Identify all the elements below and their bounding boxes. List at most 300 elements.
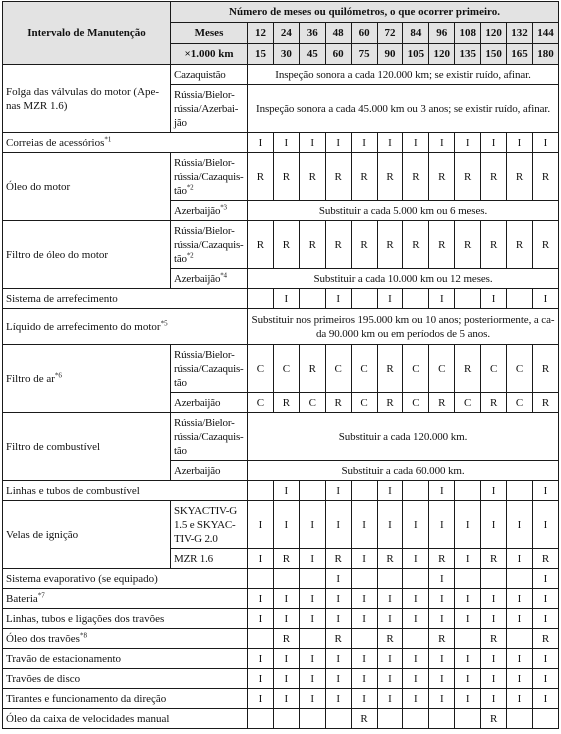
interval-value-cell: I [299, 669, 325, 689]
interval-value-cell: I [377, 609, 403, 629]
interval-value-cell [532, 709, 558, 729]
interval-value-cell: C [481, 345, 507, 393]
interval-instruction-cell: Substituir a cada 5.000 km ou 6 meses. [248, 201, 559, 221]
footnote-marker: *5 [160, 318, 168, 327]
interval-value-cell: I [273, 589, 299, 609]
interval-value-cell: I [325, 501, 351, 549]
interval-value-cell: R [351, 709, 377, 729]
interval-value-cell: I [532, 481, 558, 501]
interval-value-cell [403, 289, 429, 309]
region-label-text: Azerbaijão [174, 272, 221, 285]
interval-value-cell: I [429, 689, 455, 709]
interval-value-cell [299, 481, 325, 501]
interval-value-cell: I [507, 549, 533, 569]
interval-value-cell: I [507, 689, 533, 709]
interval-value-cell: C [455, 393, 481, 413]
interval-value-cell: R [325, 549, 351, 569]
interval-instruction-cell: Inspeção sonora a cada 120.000 km; se existir ruído, afinar. [248, 65, 559, 85]
interval-value-cell: R [507, 221, 533, 269]
interval-value-cell: R [273, 393, 299, 413]
interval-value-cell: I [248, 669, 274, 689]
interval-value-cell: I [532, 689, 558, 709]
region-label-text: Cazaquistão [174, 68, 226, 81]
item-label [3, 669, 248, 689]
interval-value-cell: I [481, 501, 507, 549]
interval-value-cell: I [325, 481, 351, 501]
interval-value-cell [455, 569, 481, 589]
table-row [3, 65, 559, 85]
month-header-cell: 36 [299, 23, 325, 44]
interval-value-cell [455, 289, 481, 309]
region-label-text: Azerbaijão [174, 396, 221, 409]
interval-value-cell: I [325, 649, 351, 669]
interval-value-cell [351, 289, 377, 309]
region-label [171, 221, 248, 269]
interval-value-cell: R [403, 153, 429, 201]
interval-value-cell: R [273, 221, 299, 269]
footnote-marker: *8 [79, 630, 87, 639]
interval-value-cell [248, 289, 274, 309]
item-label [3, 629, 248, 649]
table-row [3, 221, 559, 269]
interval-value-cell: I [248, 609, 274, 629]
region-label [171, 549, 248, 569]
interval-instruction-cell: Substituir a cada 120.000 km. [248, 413, 559, 461]
interval-value-cell: I [351, 501, 377, 549]
item-label [3, 709, 248, 729]
interval-value-cell: R [481, 393, 507, 413]
month-header-cell: 84 [403, 23, 429, 44]
interval-value-cell [299, 289, 325, 309]
interval-value-cell: I [481, 289, 507, 309]
table-body [3, 65, 559, 729]
interval-value-cell: I [403, 689, 429, 709]
item-label [3, 609, 248, 629]
region-label-text: MZR 1.6 [174, 552, 213, 565]
km-header-cell: 75 [351, 44, 377, 65]
interval-value-cell: I [429, 289, 455, 309]
interval-value-cell: R [532, 153, 558, 201]
month-header-cell: 60 [351, 23, 377, 44]
interval-value-cell: R [248, 153, 274, 201]
footnote-marker: *2 [186, 182, 194, 191]
interval-value-cell: I [532, 133, 558, 153]
interval-instruction-cell: Substituir a cada 10.000 km ou 12 meses. [248, 269, 559, 289]
interval-value-cell: I [273, 289, 299, 309]
interval-value-cell: I [429, 609, 455, 629]
interval-value-cell [507, 569, 533, 589]
month-header-cell: 72 [377, 23, 403, 44]
item-label-text: Sistema evaporativo (se equipado) [6, 572, 158, 585]
item-label [3, 65, 171, 133]
interval-value-cell: I [481, 689, 507, 709]
item-label-text: Velas de ignição [6, 528, 79, 541]
interval-value-cell [248, 481, 274, 501]
interval-value-cell: R [325, 629, 351, 649]
interval-value-cell: C [248, 393, 274, 413]
interval-value-cell [429, 709, 455, 729]
interval-value-cell [248, 629, 274, 649]
table-row [3, 649, 559, 669]
interval-value-cell: I [507, 649, 533, 669]
interval-value-cell: I [532, 609, 558, 629]
item-label-text: Travão de estacionamento [6, 652, 122, 665]
item-label [3, 569, 248, 589]
region-label-text: Rússia/Bielor- rússia/Cazaquis- tão [174, 348, 244, 389]
table-row [3, 413, 559, 461]
item-label [3, 345, 171, 413]
interval-value-cell: I [403, 501, 429, 549]
region-label [171, 153, 248, 201]
item-label-text: Filtro de óleo do motor [6, 248, 109, 261]
interval-value-cell: I [429, 569, 455, 589]
item-label-text: Bateria [6, 592, 38, 605]
header-row-title [3, 2, 559, 23]
interval-value-cell: I [403, 649, 429, 669]
month-header-cell: 132 [507, 23, 533, 44]
interval-value-cell: C [325, 345, 351, 393]
item-label-text: Óleo do motor [6, 180, 71, 193]
interval-value-cell: I [377, 669, 403, 689]
table-row [3, 309, 559, 345]
table-row [3, 609, 559, 629]
interval-value-cell: I [403, 549, 429, 569]
interval-value-cell: R [481, 153, 507, 201]
interval-value-cell: I [273, 649, 299, 669]
interval-value-cell [403, 709, 429, 729]
interval-value-cell: R [273, 629, 299, 649]
interval-value-cell: I [507, 669, 533, 689]
interval-value-cell: R [377, 221, 403, 269]
item-label-text: Tirantes e funcionamento da direção [6, 692, 167, 705]
table-row [3, 289, 559, 309]
interval-value-cell: I [299, 649, 325, 669]
item-label [3, 221, 171, 289]
interval-value-cell: I [532, 589, 558, 609]
interval-value-cell: I [299, 549, 325, 569]
interval-value-cell: I [403, 609, 429, 629]
interval-value-cell: R [481, 221, 507, 269]
interval-value-cell: C [351, 345, 377, 393]
interval-value-cell: R [377, 393, 403, 413]
interval-value-cell: I [532, 289, 558, 309]
interval-value-cell: I [248, 689, 274, 709]
interval-value-cell: I [429, 501, 455, 549]
table-row [3, 153, 559, 201]
region-label-text: Rússia/Bielor- rússia/Azerbai- jão [174, 88, 239, 129]
km-header-cell: 90 [377, 44, 403, 65]
interval-value-cell: R [299, 221, 325, 269]
interval-value-cell: I [351, 589, 377, 609]
interval-value-cell: R [481, 629, 507, 649]
interval-value-cell: I [481, 669, 507, 689]
interval-value-cell: R [532, 629, 558, 649]
interval-value-cell: C [403, 345, 429, 393]
interval-value-cell: I [507, 501, 533, 549]
table-row [3, 589, 559, 609]
interval-value-cell: I [455, 133, 481, 153]
interval-value-cell [351, 629, 377, 649]
interval-value-cell [455, 481, 481, 501]
item-label [3, 501, 171, 569]
interval-value-cell: I [273, 689, 299, 709]
interval-value-cell: I [299, 589, 325, 609]
region-label [171, 413, 248, 461]
region-label-text: Rússia/Bielor- rússia/Cazaquis- tão [174, 156, 244, 197]
region-label [171, 345, 248, 393]
interval-value-cell: I [532, 569, 558, 589]
item-label-text: Linhas e tubos de combustível [6, 484, 140, 497]
interval-value-cell: I [299, 689, 325, 709]
interval-value-cell [299, 569, 325, 589]
interval-value-cell: R [481, 549, 507, 569]
region-label [171, 85, 248, 133]
interval-value-cell: R [377, 549, 403, 569]
region-label-text: Azerbaijão [174, 464, 221, 477]
table-row [3, 569, 559, 589]
interval-value-cell [455, 709, 481, 729]
km-label: ×1.000 km [171, 44, 248, 65]
interval-value-cell: I [377, 289, 403, 309]
interval-value-cell: R [325, 153, 351, 201]
interval-value-cell: I [273, 481, 299, 501]
interval-value-cell: I [377, 133, 403, 153]
interval-value-cell: R [507, 153, 533, 201]
footnote-marker: *1 [104, 134, 112, 143]
interval-value-cell: I [455, 609, 481, 629]
interval-value-cell: R [403, 221, 429, 269]
interval-value-cell: R [351, 221, 377, 269]
interval-value-cell: I [248, 549, 274, 569]
interval-value-cell: R [455, 153, 481, 201]
interval-value-cell: R [429, 153, 455, 201]
interval-value-cell: I [532, 669, 558, 689]
interval-value-cell: I [325, 609, 351, 629]
region-label [171, 501, 248, 549]
interval-value-cell: I [351, 609, 377, 629]
interval-value-cell: C [248, 345, 274, 393]
footnote-marker: *4 [220, 270, 227, 279]
month-header-cell: 48 [325, 23, 351, 44]
interval-value-cell: C [429, 345, 455, 393]
interval-value-cell: R [325, 393, 351, 413]
interval-value-cell: I [403, 589, 429, 609]
interval-value-cell: I [507, 609, 533, 629]
region-label [171, 393, 248, 413]
item-label [3, 309, 248, 345]
interval-value-cell: I [429, 669, 455, 689]
interval-value-cell: I [351, 549, 377, 569]
interval-value-cell: I [377, 481, 403, 501]
interval-value-cell [248, 709, 274, 729]
km-header-cell: 120 [429, 44, 455, 65]
interval-instruction-cell: Inspeção sonora a cada 45.000 km ou 3 anos; se existir ruído, afinar. [248, 85, 559, 133]
km-header-cell: 45 [299, 44, 325, 65]
interval-value-cell: I [507, 589, 533, 609]
interval-value-cell: I [455, 669, 481, 689]
item-label-text: Sistema de arrefecimento [6, 292, 118, 305]
interval-value-cell: C [403, 393, 429, 413]
interval-value-cell [377, 569, 403, 589]
km-header-cell: 105 [403, 44, 429, 65]
interval-value-cell: I [429, 649, 455, 669]
interval-value-cell [377, 709, 403, 729]
table-row [3, 689, 559, 709]
interval-value-cell [507, 481, 533, 501]
interval-value-cell: I [325, 289, 351, 309]
interval-value-cell: C [299, 393, 325, 413]
interval-value-cell: I [273, 609, 299, 629]
interval-value-cell: R [273, 153, 299, 201]
months-label: Meses [171, 23, 248, 44]
interval-value-cell [351, 569, 377, 589]
table-row [3, 133, 559, 153]
interval-value-cell: R [481, 709, 507, 729]
interval-value-cell [455, 629, 481, 649]
interval-value-cell: R [532, 393, 558, 413]
item-label-text: Óleo dos travões [6, 632, 80, 645]
region-label-text: Rússia/Bielor- rússia/Cazaquis- tão [174, 224, 244, 265]
interval-value-cell [273, 709, 299, 729]
interval-value-cell: I [273, 133, 299, 153]
interval-value-cell: I [248, 589, 274, 609]
interval-value-cell: R [351, 153, 377, 201]
interval-value-cell: R [377, 345, 403, 393]
interval-value-cell [403, 481, 429, 501]
table-row [3, 501, 559, 549]
interval-value-cell [481, 569, 507, 589]
interval-value-cell: I [455, 689, 481, 709]
km-header-cell: 180 [532, 44, 558, 65]
interval-value-cell: C [507, 345, 533, 393]
interval-instruction-cell: Substituir nos primeiros 195.000 km ou 10 anos; posteriormente, a ca- da 90.000 km ou em períodos de 5 anos. [248, 309, 559, 345]
interval-value-cell [507, 289, 533, 309]
month-header-cell: 108 [455, 23, 481, 44]
table-row [3, 669, 559, 689]
interval-value-cell: I [273, 669, 299, 689]
interval-value-cell: I [351, 133, 377, 153]
km-header-cell: 60 [325, 44, 351, 65]
interval-value-cell: I [481, 481, 507, 501]
interval-value-cell: I [481, 589, 507, 609]
interval-value-cell: I [403, 669, 429, 689]
footnote-marker: *6 [54, 370, 62, 379]
item-label-text: Óleo da caixa de velocidades manual [6, 712, 170, 725]
interval-value-cell [325, 709, 351, 729]
interval-span-header: Número de meses ou quilómetros, o que ocorrer primeiro. [171, 2, 559, 23]
footnote-marker: *3 [220, 202, 227, 211]
month-header-cell: 24 [273, 23, 299, 44]
interval-value-cell: I [248, 649, 274, 669]
maintenance-schedule-table [2, 1, 559, 729]
item-label-text: Folga das válvulas do motor (Ape- nas MZR 1.6) [6, 85, 160, 112]
interval-value-cell: I [532, 501, 558, 549]
interval-value-cell: R [429, 221, 455, 269]
item-label-text: Correias de acessórios [6, 136, 105, 149]
interval-value-cell: R [429, 549, 455, 569]
interval-value-cell: C [273, 345, 299, 393]
interval-value-cell: R [532, 549, 558, 569]
region-label-text: Rússia/Bielor- rússia/Cazaquis- tão [174, 416, 244, 457]
interval-value-cell: R [455, 221, 481, 269]
interval-value-cell: I [429, 589, 455, 609]
region-label [171, 65, 248, 85]
region-label-text: SKYACTIV-G 1.5 e SKYAC- TIV-G 2.0 [174, 504, 237, 545]
footnote-marker: *2 [186, 250, 194, 259]
table-row [3, 345, 559, 393]
item-label [3, 133, 248, 153]
interval-value-cell: I [377, 689, 403, 709]
table-row [3, 709, 559, 729]
table-row [3, 481, 559, 501]
item-label-text: Filtro de combustível [6, 440, 101, 453]
footnote-marker: *7 [37, 590, 45, 599]
table-row [3, 629, 559, 649]
interval-value-cell: R [429, 393, 455, 413]
interval-value-cell [299, 629, 325, 649]
interval-value-cell: C [507, 393, 533, 413]
km-header-cell: 15 [248, 44, 274, 65]
interval-value-cell: I [481, 133, 507, 153]
item-label-text: Travões de disco [6, 672, 81, 685]
region-label [171, 201, 248, 221]
item-label [3, 689, 248, 709]
km-header-cell: 135 [455, 44, 481, 65]
interval-value-cell [507, 709, 533, 729]
interval-value-cell: I [351, 669, 377, 689]
item-label-text: Líquido de arrefecimento do motor [6, 320, 161, 333]
interval-value-cell: R [429, 629, 455, 649]
interval-value-cell: I [455, 649, 481, 669]
table-header [3, 2, 559, 65]
item-label [3, 153, 171, 221]
interval-value-cell: I [377, 589, 403, 609]
interval-value-cell [299, 709, 325, 729]
interval-value-cell: I [403, 133, 429, 153]
interval-value-cell: R [325, 221, 351, 269]
item-label [3, 649, 248, 669]
interval-value-cell [403, 569, 429, 589]
item-label [3, 413, 171, 481]
interval-value-cell: R [248, 221, 274, 269]
region-label-text: Azerbaijão [174, 204, 221, 217]
item-label [3, 589, 248, 609]
km-header-cell: 165 [507, 44, 533, 65]
interval-value-cell: I [299, 609, 325, 629]
region-label [171, 461, 248, 481]
interval-value-cell: I [351, 649, 377, 669]
interval-value-cell [351, 481, 377, 501]
interval-value-cell: I [273, 501, 299, 549]
month-header-cell: 120 [481, 23, 507, 44]
interval-value-cell [273, 569, 299, 589]
interval-value-cell [507, 629, 533, 649]
interval-value-cell: C [351, 393, 377, 413]
interval-value-cell: I [532, 649, 558, 669]
interval-value-cell: I [248, 501, 274, 549]
region-label [171, 269, 248, 289]
interval-value-cell: R [299, 153, 325, 201]
interval-value-cell: I [507, 133, 533, 153]
km-header-cell: 150 [481, 44, 507, 65]
interval-value-cell [403, 629, 429, 649]
interval-value-cell: I [481, 649, 507, 669]
interval-value-cell: I [325, 589, 351, 609]
interval-value-cell: R [455, 345, 481, 393]
interval-value-cell: I [377, 501, 403, 549]
interval-value-cell: I [248, 133, 274, 153]
interval-value-cell: R [532, 345, 558, 393]
